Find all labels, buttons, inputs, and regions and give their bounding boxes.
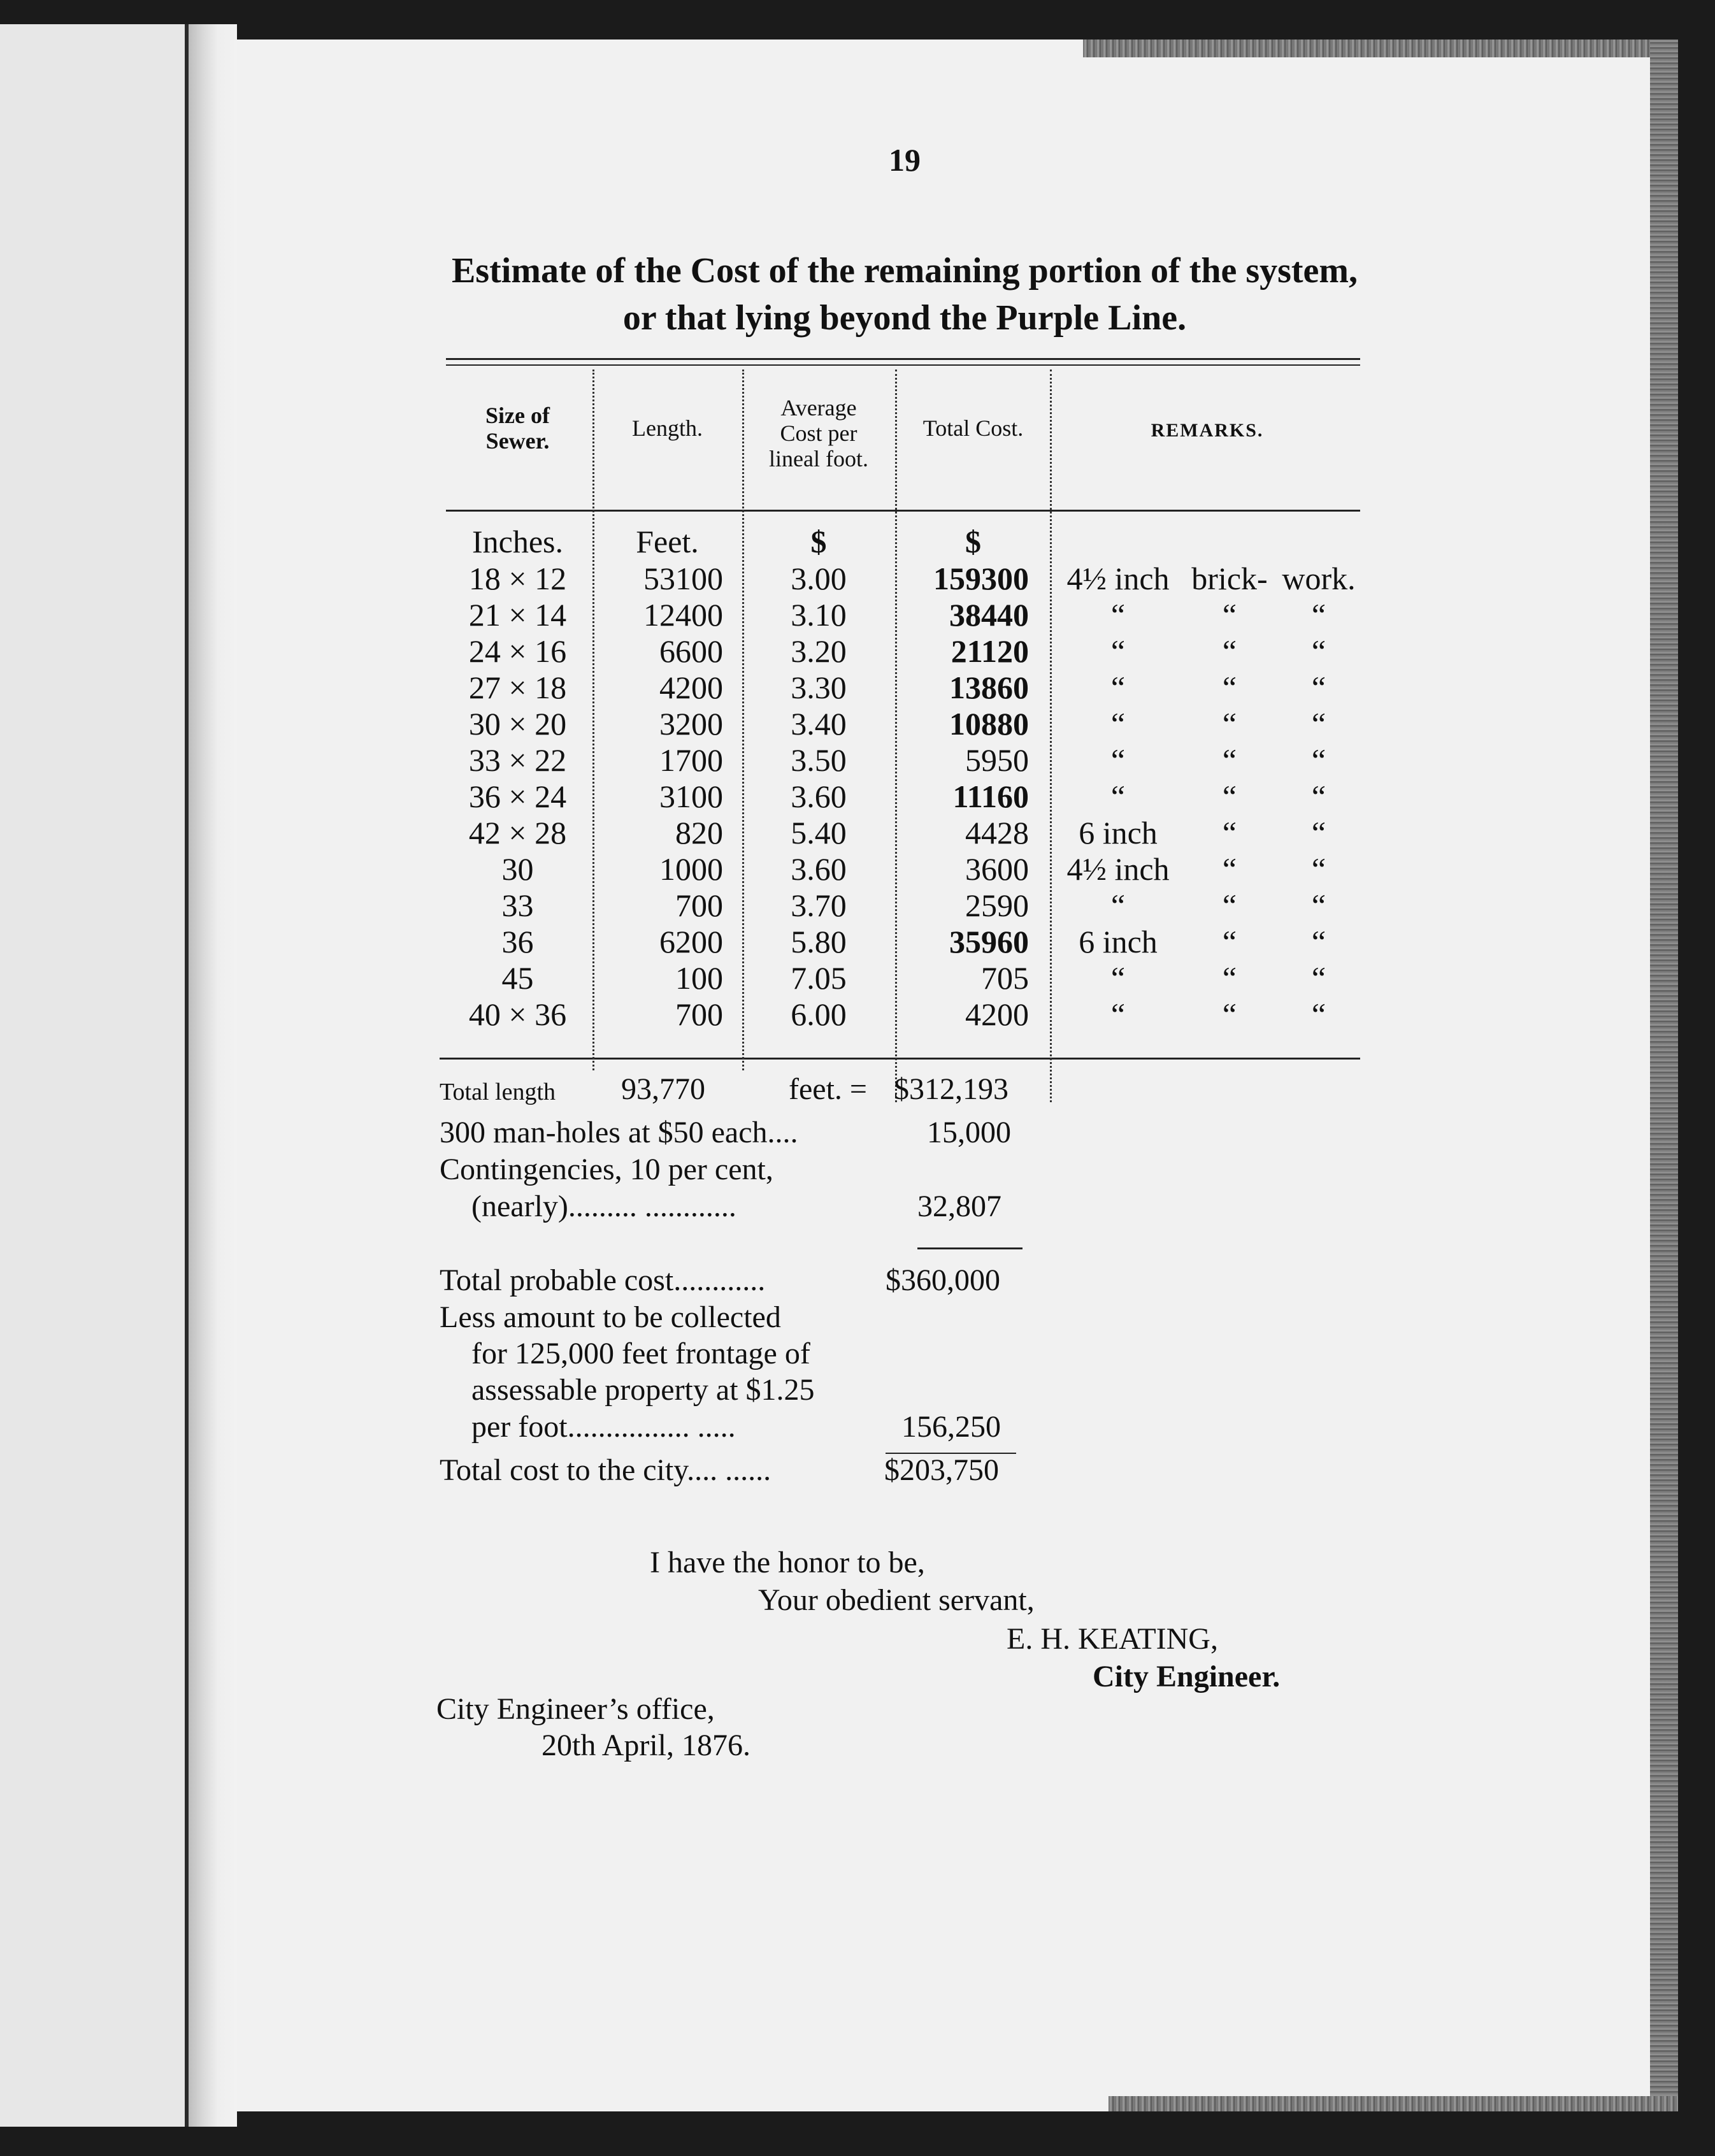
cell-remark-2: “ — [1222, 670, 1237, 705]
less-amount-line-2: for 125,000 feet frontage of — [471, 1337, 810, 1370]
cell-length: 6200 — [659, 924, 723, 959]
total-length-value: 93,770 — [621, 1072, 705, 1106]
cell-avg-cost: 3.00 — [791, 561, 847, 596]
header-size: Size of Sewer. — [485, 403, 550, 454]
cell-length: 12400 — [643, 597, 723, 633]
table-top-rule-2 — [446, 364, 1360, 366]
total-cost-value: $312,193 — [894, 1072, 1008, 1106]
cell-size: 18 × 12 — [468, 561, 567, 596]
col-divider-1 — [592, 370, 594, 1070]
cell-remark-2: “ — [1222, 742, 1237, 778]
book-gutter — [189, 24, 237, 2127]
header-total-cost: Total Cost. — [922, 415, 1024, 441]
cell-size: 40 × 36 — [468, 996, 567, 1032]
cell-remark-1: “ — [1110, 597, 1126, 633]
cell-total-cost: 2590 — [965, 888, 1029, 923]
cell-size: 42 × 28 — [468, 815, 567, 851]
cell-remark-1: “ — [1110, 742, 1126, 778]
city-cost-value: $203,750 — [884, 1453, 999, 1487]
cell-size: 45 — [501, 960, 534, 996]
cell-remark-1: 4½ inch — [1066, 561, 1170, 596]
col-divider-2 — [742, 370, 744, 1070]
cell-length: 4200 — [659, 670, 723, 705]
cell-total-cost: 5950 — [965, 742, 1029, 778]
cell-remark-3: “ — [1311, 633, 1326, 669]
cell-remark-1: 6 inch — [1079, 924, 1158, 959]
cell-avg-cost: 3.30 — [791, 670, 847, 705]
cell-length: 6600 — [659, 633, 723, 669]
cell-remark-1: 4½ inch — [1066, 851, 1170, 887]
cell-total-cost: 21120 — [951, 633, 1029, 669]
cell-total-cost: 3600 — [965, 851, 1029, 887]
cell-remark-2: “ — [1222, 996, 1237, 1032]
cell-remark-1: “ — [1110, 996, 1126, 1032]
cell-remark-1: “ — [1110, 706, 1126, 742]
unit-size: Inches. — [472, 524, 563, 559]
scan-edge-bottom — [1109, 2096, 1678, 2111]
page-title — [433, 247, 1376, 341]
cell-length: 700 — [675, 996, 723, 1032]
cell-remark-3: “ — [1311, 706, 1326, 742]
cell-avg-cost: 6.00 — [791, 996, 847, 1032]
cell-remark-1: “ — [1110, 888, 1126, 923]
cell-remark-3: “ — [1311, 924, 1326, 959]
cell-size: 30 × 20 — [468, 706, 567, 742]
cell-remark-2: “ — [1222, 888, 1237, 923]
unit-total: $ — [965, 524, 981, 559]
manholes-label: 300 man-holes at $50 each.... — [440, 1116, 798, 1149]
closing-line-2: Your obedient servant, — [758, 1583, 1035, 1617]
header-bottom-rule — [446, 510, 1360, 512]
header-remarks: REMARKS. — [1151, 420, 1264, 441]
cell-remark-3: “ — [1311, 888, 1326, 923]
table-top-rule — [446, 358, 1360, 360]
probable-cost-value: $360,000 — [886, 1263, 1000, 1297]
cell-length: 100 — [675, 960, 723, 996]
cell-total-cost: 10880 — [949, 706, 1029, 742]
cell-remark-2: “ — [1222, 924, 1237, 959]
cell-total-cost: 35960 — [949, 924, 1029, 959]
title-line-1: Estimate of the Cost of the remaining portion of the system, — [451, 251, 1358, 291]
cell-avg-cost: 3.60 — [791, 851, 847, 887]
page-number: 19 — [889, 142, 921, 178]
cell-remark-2: “ — [1222, 851, 1237, 887]
col-divider-4 — [1050, 370, 1052, 1102]
cell-size: 27 × 18 — [468, 670, 567, 705]
unit-avg: $ — [810, 524, 827, 559]
cell-remark-3: “ — [1311, 996, 1326, 1032]
office-line: City Engineer’s office, — [436, 1692, 715, 1726]
cell-remark-3: “ — [1311, 779, 1326, 814]
header-length: Length. — [632, 415, 703, 441]
cell-avg-cost: 3.40 — [791, 706, 847, 742]
cell-total-cost: 11160 — [952, 779, 1029, 814]
cell-size: 33 × 22 — [468, 742, 567, 778]
manholes-value: 15,000 — [927, 1116, 1011, 1149]
cell-remark-1: 6 inch — [1079, 815, 1158, 851]
cell-remark-2: “ — [1222, 815, 1237, 851]
scan-edge-right — [1650, 40, 1678, 2111]
cell-avg-cost: 3.10 — [791, 597, 847, 633]
cell-avg-cost: 7.05 — [791, 960, 847, 996]
cell-size: 36 × 24 — [468, 779, 567, 814]
cell-remark-3: work. — [1282, 561, 1356, 596]
col-divider-3 — [895, 370, 897, 1102]
cell-size: 21 × 14 — [468, 597, 567, 633]
cell-remark-3: “ — [1311, 670, 1326, 705]
less-amount-line-3: assessable property at $1.25 — [471, 1373, 815, 1407]
cell-remark-2: brick- — [1191, 561, 1268, 596]
summary-rule-1 — [917, 1247, 1023, 1249]
cell-size: 24 × 16 — [468, 633, 567, 669]
left-page — [0, 24, 189, 2127]
cell-length: 700 — [675, 888, 723, 923]
cell-remark-1: “ — [1110, 779, 1126, 814]
cell-remark-3: “ — [1311, 815, 1326, 851]
cell-avg-cost: 5.40 — [791, 815, 847, 851]
cell-total-cost: 705 — [981, 960, 1029, 996]
cell-remark-1: “ — [1110, 670, 1126, 705]
cell-avg-cost: 5.80 — [791, 924, 847, 959]
contingencies-line-1: Contingencies, 10 per cent, — [440, 1153, 773, 1186]
cell-remark-2: “ — [1222, 706, 1237, 742]
city-cost-label: Total cost to the city.... ...... — [440, 1453, 771, 1487]
cell-length: 53100 — [643, 561, 723, 596]
cell-remark-2: “ — [1222, 597, 1237, 633]
cell-size: 33 — [501, 888, 534, 923]
cell-remark-2: “ — [1222, 633, 1237, 669]
total-length-label: Total length — [440, 1079, 556, 1105]
cell-remark-3: “ — [1311, 742, 1326, 778]
cell-avg-cost: 3.20 — [791, 633, 847, 669]
cell-remark-3: “ — [1311, 851, 1326, 887]
less-amount-line-4: per foot................ ..... — [471, 1410, 736, 1444]
cell-size: 30 — [501, 851, 534, 887]
cell-total-cost: 38440 — [949, 597, 1029, 633]
cell-remark-1: “ — [1110, 633, 1126, 669]
cell-length: 3200 — [659, 706, 723, 742]
total-feet-label: feet. = — [789, 1072, 867, 1106]
cell-length: 1000 — [659, 851, 723, 887]
cell-length: 3100 — [659, 779, 723, 814]
cell-total-cost: 4200 — [965, 996, 1029, 1032]
signature-name: E. H. KEATING, — [1007, 1622, 1218, 1656]
cell-remark-3: “ — [1311, 960, 1326, 996]
cell-size: 36 — [501, 924, 534, 959]
less-amount-value: 156,250 — [901, 1410, 1001, 1444]
table-bottom-rule — [440, 1058, 1360, 1060]
probable-cost-label: Total probable cost............ — [440, 1263, 766, 1297]
header-average-cost: Average Cost per lineal foot. — [769, 395, 868, 471]
cell-remark-2: “ — [1222, 779, 1237, 814]
cell-length: 1700 — [659, 742, 723, 778]
cell-remark-1: “ — [1110, 960, 1126, 996]
contingencies-value: 32,807 — [917, 1189, 1001, 1223]
cell-avg-cost: 3.50 — [791, 742, 847, 778]
cell-total-cost: 159300 — [933, 561, 1029, 596]
scan-edge-top — [1083, 40, 1678, 57]
cell-avg-cost: 3.60 — [791, 779, 847, 814]
unit-length: Feet. — [636, 524, 699, 559]
cell-avg-cost: 3.70 — [791, 888, 847, 923]
less-amount-line-1: Less amount to be collected — [440, 1300, 781, 1334]
cell-total-cost: 4428 — [965, 815, 1029, 851]
cell-remark-2: “ — [1222, 960, 1237, 996]
cell-length: 820 — [675, 815, 723, 851]
cell-remark-3: “ — [1311, 597, 1326, 633]
contingencies-line-2: (nearly)......... ............ — [471, 1189, 736, 1223]
signature-role: City Engineer. — [1093, 1660, 1281, 1693]
date-line: 20th April, 1876. — [542, 1728, 751, 1762]
cell-total-cost: 13860 — [949, 670, 1029, 705]
closing-line-1: I have the honor to be, — [650, 1546, 925, 1579]
title-line-2: or that lying beyond the Purple Line. — [622, 298, 1187, 338]
